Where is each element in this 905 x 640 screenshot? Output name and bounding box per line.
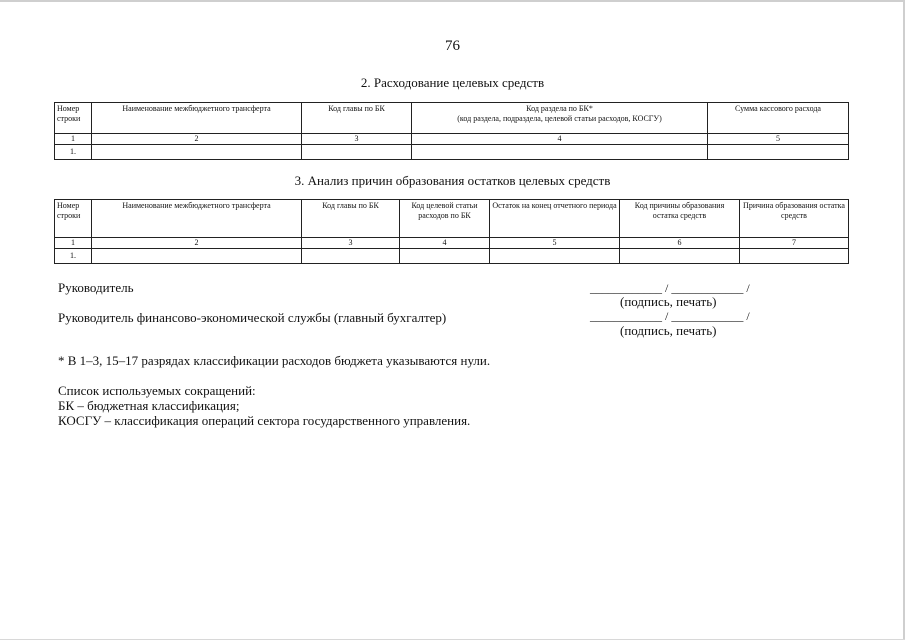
row-number: 1. — [55, 249, 92, 264]
table-cell — [92, 249, 302, 264]
spending-table — [54, 102, 849, 160]
column-number: 1 — [55, 134, 92, 145]
header-section-code-title: Код раздела по БК* — [526, 104, 593, 113]
header-reason: Причина образования остатка средств — [740, 200, 849, 238]
row-number: 1. — [55, 145, 92, 160]
column-number: 2 — [92, 134, 302, 145]
abbreviation-item: КОСГУ – классификация операций сектора государственного управления. — [58, 413, 471, 428]
column-number: 2 — [92, 238, 302, 249]
table-cell — [400, 249, 490, 264]
header-row-number: Номер строки — [55, 103, 92, 134]
column-number-row — [55, 238, 849, 249]
column-number: 4 — [412, 134, 708, 145]
accountant-signature-caption: (подпись, печать) — [620, 323, 717, 338]
section-3-title: 3. Анализ причин образования остатков целевых средств — [294, 173, 611, 188]
accountant-signature-line: ____________ / ____________ / — [590, 309, 750, 323]
table-header-row — [55, 103, 849, 134]
table-cell — [740, 249, 849, 264]
column-number-row — [55, 134, 849, 145]
table-cell — [620, 249, 740, 264]
table-cell — [412, 145, 708, 160]
header-target-item-code: Код целевой статьи расходов по БК — [400, 200, 490, 238]
header-reason-code: Код причины образования остатка средств — [620, 200, 740, 238]
table-cell — [92, 145, 302, 160]
balance-analysis-table — [54, 199, 849, 264]
column-number: 6 — [620, 238, 740, 249]
header-section-code — [412, 103, 708, 134]
page-number: 76 — [445, 38, 460, 54]
table-row — [55, 145, 849, 160]
header-row-number: Номер строки — [55, 200, 92, 238]
header-transfer-name: Наименование межбюджетного трансферта — [92, 200, 302, 238]
footnote: * В 1–3, 15–17 разрядах классификации расходов бюджета указываются нули. — [58, 353, 491, 368]
head-signature-line: ____________ / ____________ / — [590, 281, 750, 295]
head-signature-caption: (подпись, печать) — [620, 294, 717, 309]
header-section-code-detail: (код раздела, подраздела, целевой статьи расходов, КОСГУ) — [457, 114, 662, 123]
table-cell — [490, 249, 620, 264]
table-cell — [302, 145, 412, 160]
table-row — [55, 249, 849, 264]
column-number: 7 — [740, 238, 849, 249]
page-top-border — [0, 0, 905, 2]
column-number: 3 — [302, 238, 400, 249]
table-cell — [302, 249, 400, 264]
table-cell — [708, 145, 849, 160]
column-number: 3 — [302, 134, 412, 145]
header-chapter-code: Код главы по БК — [302, 200, 400, 238]
abbreviations-title: Список используемых сокращений: — [58, 383, 256, 398]
header-period-end-balance: Остаток на конец отчетного периода — [490, 200, 620, 238]
column-number: 5 — [708, 134, 849, 145]
table-header-row — [55, 200, 849, 238]
head-signature-label: Руководитель — [58, 280, 134, 295]
accountant-signature-label: Руководитель финансово-экономической службы (главный бухгалтер) — [58, 310, 447, 325]
column-number: 1 — [55, 238, 92, 249]
section-2-title: 2. Расходование целевых средств — [360, 75, 545, 90]
abbreviation-item: БК – бюджетная классификация; — [58, 398, 240, 413]
header-cash-expense: Сумма кассового расхода — [708, 103, 849, 134]
column-number: 4 — [400, 238, 490, 249]
column-number: 5 — [490, 238, 620, 249]
header-transfer-name: Наименование межбюджетного трансферта — [92, 103, 302, 134]
header-chapter-code: Код главы по БК — [302, 103, 412, 134]
